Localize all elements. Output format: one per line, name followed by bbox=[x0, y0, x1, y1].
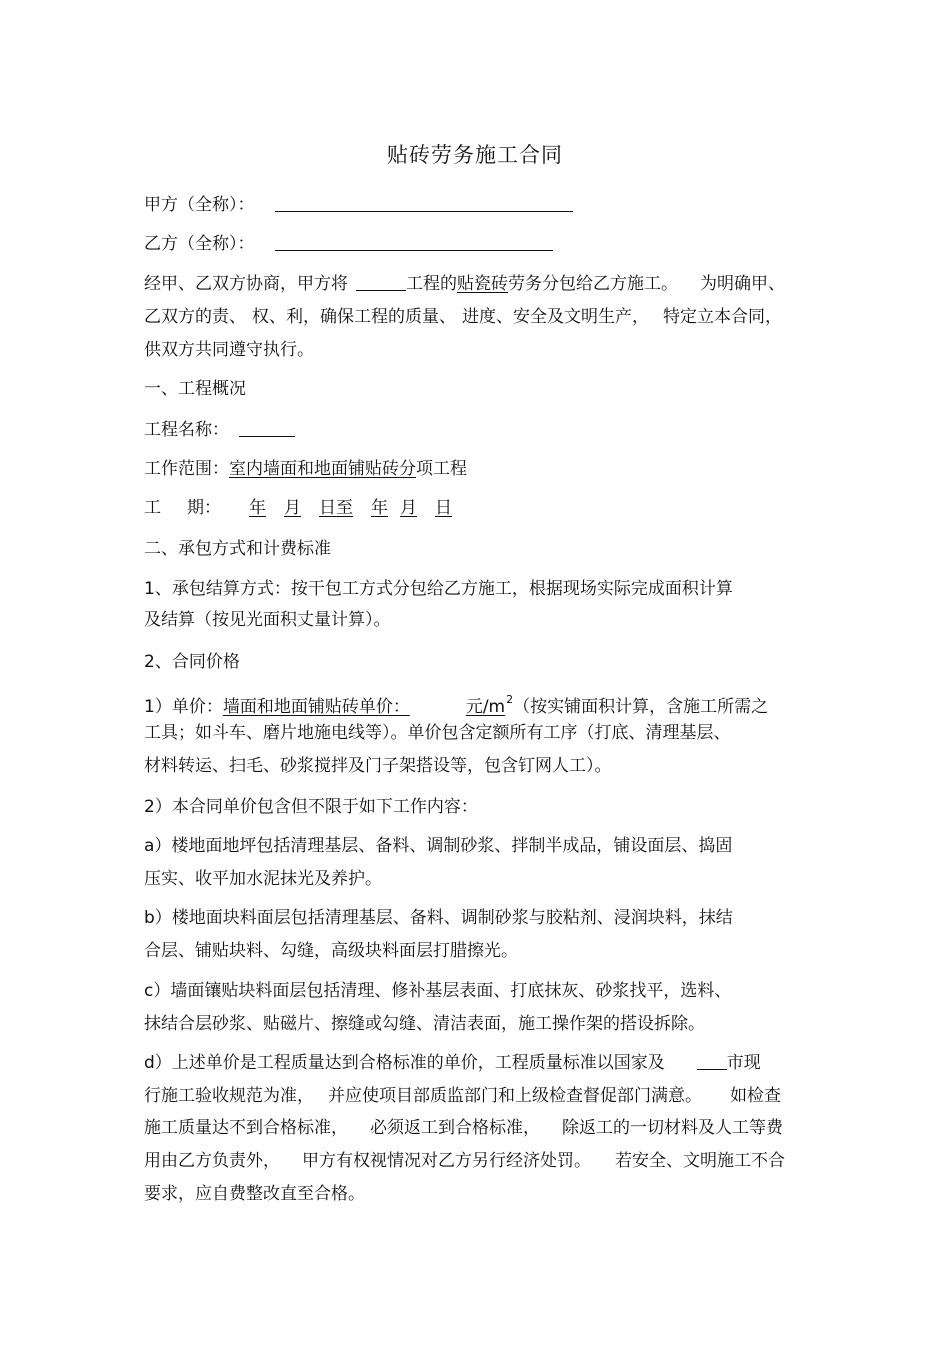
price-line-3: 材料转运、扫毛、砂浆搅拌及门子架搭设等，包含钉网人工）。 bbox=[144, 756, 612, 776]
intro-line-2: 乙双方的责、 权、利，确保工程的质量、 进度、安全及文明生产， 特定立本合同， bbox=[144, 307, 782, 327]
item-d-line-3: 施工质量达不到合格标准， 必须返工到合格标准， 除返工的一切材料及人工等费 bbox=[144, 1118, 783, 1138]
city-blank bbox=[697, 1053, 727, 1070]
party-b-line bbox=[144, 233, 553, 255]
project-blank bbox=[356, 274, 406, 291]
item-d-line-5: 要求，应自费整改直至合格。 bbox=[144, 1184, 365, 1204]
intro-line-1: 经甲、乙双方协商，甲方将 工程的贴瓷砖劳务分包给乙方施工。 为明确甲、 bbox=[144, 274, 785, 294]
item-a-line-1: a）楼地面地坪包括清理基层、备料、调制砂浆、拌制半成品，铺设面层、捣固 bbox=[144, 836, 733, 856]
party-b-label: 乙方（全称）： bbox=[144, 234, 255, 254]
item-2-heading: 2、合同价格 bbox=[144, 652, 240, 672]
party-b-blank bbox=[275, 234, 553, 251]
item-d-line-4: 用由乙方负责外， 甲方有权视情况对乙方另行经济处罚。 若安全、文明施工不合 bbox=[144, 1151, 785, 1171]
item-d-line-2: 行施工验收规范为准， 并应使项目部质监部门和上级检查督促部门满意。 如检查 bbox=[144, 1086, 781, 1106]
price-line-1: 1）单价：墙面和地面铺贴砖单价： 元$/m^2$（按实铺面积计算，含施工所需之 bbox=[144, 693, 769, 717]
item-b-line-2: 合层、铺贴块料、勾缝，高级块料面层打腊擦光。 bbox=[144, 941, 518, 961]
scope-line: 工作范围：室内墙面和地面铺贴砖分项工程 bbox=[144, 459, 467, 479]
item-c-line-2: 抹结合层砂浆、贴磁片、擦缝或勾缝、清洁表面，施工操作架的搭设拆除。 bbox=[144, 1014, 705, 1034]
project-name-line: 工程名称： bbox=[144, 419, 295, 441]
party-a-line bbox=[144, 194, 573, 216]
scope-intro: 2）本合同单价包含但不限于如下工作内容： bbox=[144, 797, 478, 817]
project-name-blank bbox=[239, 420, 295, 437]
section-2-heading: 二、承包方式和计费标准 bbox=[144, 539, 331, 559]
section-1-heading: 一、工程概况 bbox=[144, 379, 246, 399]
price-line-2: 工具；如斗车、磨片地施电线等）。单价包含定额所有工序（打底、清理基层、 bbox=[144, 723, 731, 743]
item-d-line-1: d）上述单价是工程质量达到合格标准的单价，工程质量标准以国家及 市现 bbox=[144, 1053, 761, 1073]
party-a-blank bbox=[275, 195, 573, 212]
item-c-line-1: c）墙面镶贴块料面层包括清理、修补基层表面、打底抹灰、砂浆找平，选料、 bbox=[144, 981, 732, 1001]
item-1-line-1: 1、承包结算方式：按干包工方式分包给乙方施工，根据现场实际完成面积计算 bbox=[144, 579, 733, 599]
period-value: 年 月 日至 年 月 日 bbox=[249, 498, 452, 518]
document-title: 贴砖劳务施工合同 bbox=[387, 143, 563, 167]
intro-line-3: 供双方共同遵守执行。 bbox=[144, 340, 314, 360]
scope-value: 室内墙面和地面铺贴砖分 bbox=[229, 459, 416, 479]
item-b-line-1: b）楼地面块料面层包括清理基层、备料、调制砂浆与胶粘剂、浸润块料，抹结 bbox=[144, 908, 733, 928]
unit-price: 墙面和地面铺贴砖单价： 元/m bbox=[222, 697, 506, 717]
period-line: 工 期： 年 月 日至 年 月 日 bbox=[144, 498, 452, 518]
party-a-label: 甲方（全称）： bbox=[144, 195, 255, 215]
item-1-line-2: 及结算（按见光面积丈量计算）。 bbox=[144, 610, 391, 630]
item-a-line-2: 压实、收平加水泥抹光及养护。 bbox=[144, 869, 382, 889]
